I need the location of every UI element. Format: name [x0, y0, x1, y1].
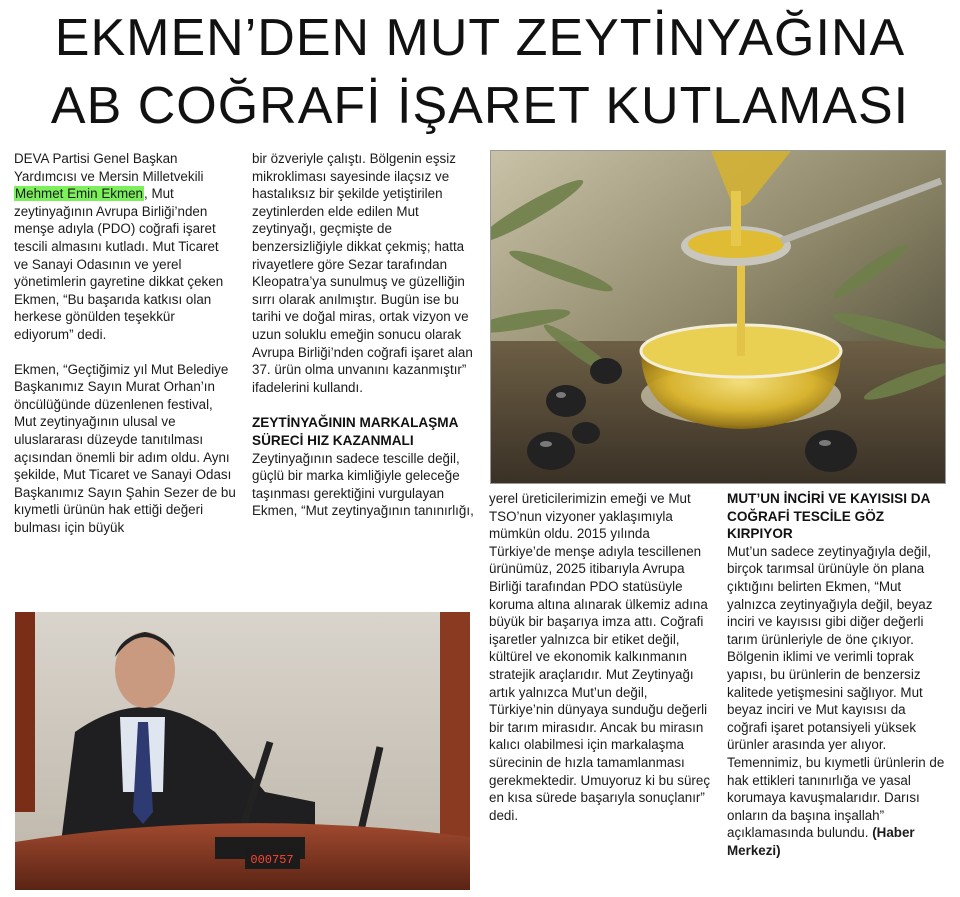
col2-paragraph-1: bir özveriyle çalıştı. Bölgenin eşsiz mikrokliması sayesinde ilaçsız ve hastalıksız bir şekilde yetiştirilen zeytinlerden elde edilen Mut zeytinyağı, geçmişte de benzersizliğiyle dikkat çekmiş; hatta rivayetlere göre Sezar tarafından Kleopatra’ya sunulmuş ve güzelliğin sırrı olarak anılmıştır. Bugün ise bu tarihi ve doğal miras, ortak vizyon ve uzun soluklu emeğin sonucu olarak Avrupa Birliği’nden coğrafi işaret alan 37. ürün olma unvanını kazanmıştır” ifadelerini kullandı.	[252, 151, 473, 395]
col1-paragraph-1	[14, 150, 236, 344]
col3-paragraph-1: yerel üreticilerimizin emeği ve Mut TSO’nun vizyoner yaklaşımıyla mümkün oldu. 2015 yılında Türkiye’de menşe adıyla tescillenen ürünümüz, 2025 itibarıyla Avrupa Birliği tarafından PDO statüsüyle koruma altına alınarak ülkemiz adına büyük bir başarıya imza attı. Coğrafi işaretler yalnızca bir etiket değil, kültürel ve ekonomik kalkınmanın stratejik araçlarıdır. Mut Zeytinyağı artık yalnızca Mut’un değil, Türkiye’nin dünyaya sunduğu değerli bir tarım mirasıdır. Ancak bu mirasın kalıcı olabilmesi için markalaşma sürecinin de hızla tamamlanması gerekmektedir. Umuyoruz ki bu süreç en kısa sürede başarıyla sonuçlanır” dedi.	[489, 491, 711, 823]
col1-p1-lead: DEVA Partisi Genel Başkan Yardımcısı ve Mersin Milletvekili	[14, 151, 204, 184]
podium-counter: 000757	[250, 853, 294, 867]
col2-subheading: ZEYTİNYAĞININ MARKALAŞMA SÜRECİ HIZ KAZANMALI	[252, 415, 458, 448]
col4-p1-text: Mut’un sadece zeytinyağıyla değil, birçok tarımsal ürünüyle ön plana çıktığını belirten Ekmen, “Mut yalnızca zeytinyağıyla değil, beyaz inciri ve kayısısı gibi diğer değerli tarım ürünleriyle de öne çıkıyor. Bölgenin iklimi ve verimli toprak yapısı, bu ürünlerin de benzersiz kalitede yetişmesini sağlıyor. Mut beyaz inciri ve Mut kayısısı da coğrafi işaret potansiyeli yüksek ürünler arasında yer alıyor. Temennimiz, bu kıymetli ürünlerin de hak ettikleri tanınırlığa ve yasal korumaya kavuşmalarıdır. Darısı onların da başına inşallah” açıklamasında bulundu.	[727, 543, 945, 841]
olive-oil-photo	[490, 150, 946, 484]
col4-paragraph-1	[727, 543, 949, 860]
col1-paragraph-2-text: Ekmen, “Geçtiğimiz yıl Mut Belediye Başkanımız Sayın Murat Orhan’ın öncülüğünde düzenlenen festival, Mut zeytinyağının ulusal ve uluslararası düzeyde tanıtılması açısından önemli bir adım oldu. Aynı şekilde, Mut Ticaret ve Sanayi Odası Başkanımız Sayın Şahin Sezer de bu kıymetli ürünün hak ettiği değeri bulması için büyük	[14, 361, 236, 535]
col2-paragraph-2: Zeytinyağının sadece tescille değil, güçlü bir marka kimliğiyle geleceğe taşınması gerektiğini vurgulayan Ekmen, “Mut zeytinyağının tanınırlığı,	[252, 450, 474, 519]
article-column-1	[14, 150, 236, 536]
article-column-4	[727, 490, 949, 859]
article-column-3	[489, 490, 711, 824]
headline-line-2: AB COĞRAFİ İŞARET KUTLAMASI	[50, 77, 910, 135]
article-column-2	[252, 150, 474, 520]
col4-subheading: MUT’UN İNCİRİ VE KAYISISI DA COĞRAFİ TESCİLE GÖZ KIRPIYOR	[727, 491, 930, 542]
news-credit: (Haber Merkezi)	[727, 825, 915, 858]
olive-oil-illustration	[491, 151, 945, 483]
col1-p1-rest: , Mut zeytinyağının Avrupa Birliği’nden menşe adıyla (PDO) coğrafi işaret tescili almasını kutladı. Mut Ticaret ve Sanayi Odasının ve yerel yönetimlerin gayretine dikkat çeken Ekmen, “Bu başarıda katkısı olan herkese gönülden teşekkür ediyorum” dedi.	[14, 186, 224, 342]
headline-line-1: EKMEN’DEN MUT ZEYTİNYAĞINA	[54, 9, 906, 67]
highlighted-name: Mehmet Emin Ekmen	[15, 186, 143, 202]
speaker-illustration	[15, 612, 470, 890]
speaker-photo	[15, 612, 470, 890]
